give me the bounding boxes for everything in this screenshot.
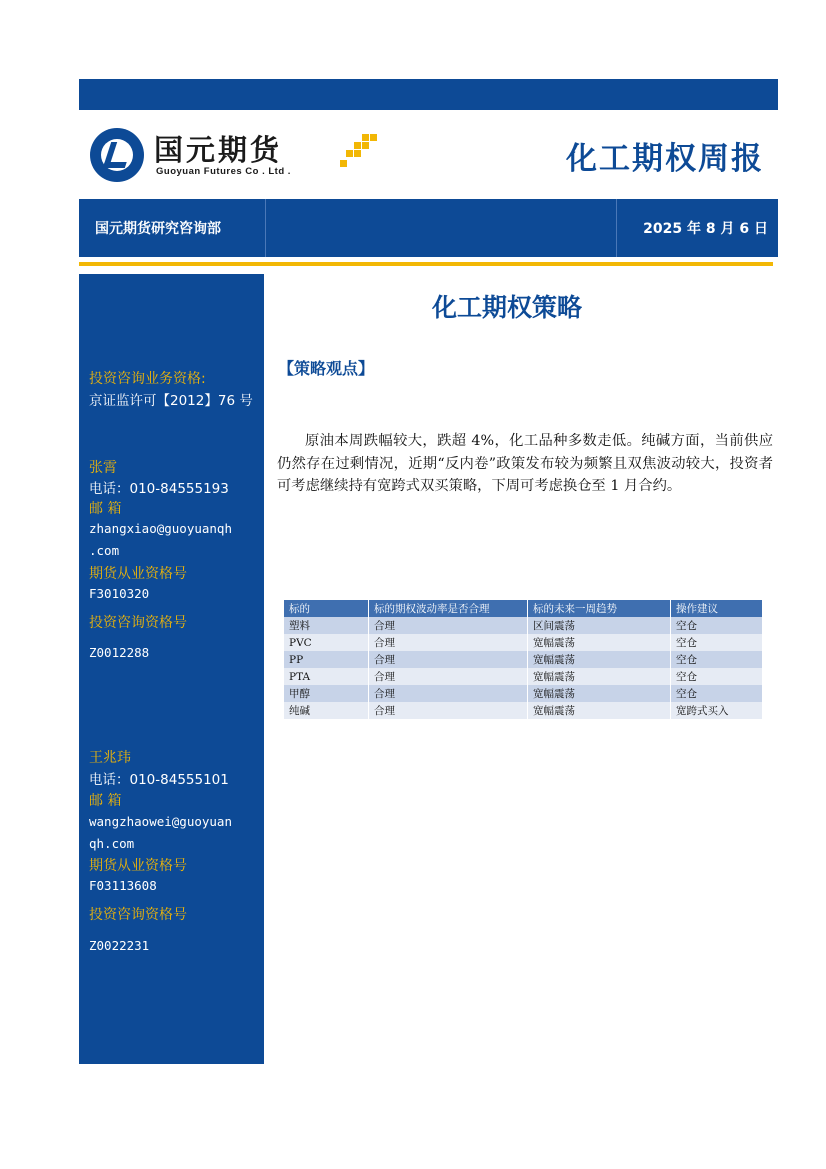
analyst-phone: 电话：010-84555193 (89, 481, 229, 497)
table-row (284, 668, 763, 685)
table-row (284, 702, 763, 719)
analyst-email: wangzhaowei@guoyuan (89, 814, 232, 829)
qualification-value: 京证监许可【2012】76 号 (89, 393, 253, 409)
gold-divider (79, 262, 773, 266)
futures-license-number: F3010320 (89, 586, 150, 601)
consult-license-number: Z0022231 (89, 938, 150, 953)
futures-license-label: 期货从业资格号 (89, 566, 187, 582)
options-strategy-table (284, 600, 763, 719)
analyst-email-cont: qh.com (89, 836, 135, 851)
table-row (284, 685, 763, 702)
table-cell: 空仓 (671, 617, 763, 634)
analyst-email-cont: .com (89, 543, 120, 558)
table-cell: 合理 (369, 634, 528, 651)
info-bar (79, 199, 778, 257)
logo-chinese-name: 国元期货 (154, 133, 283, 167)
table-row (284, 651, 763, 668)
strategy-subtitle: 【策略观点】 (278, 359, 375, 378)
table-cell: 宽幅震荡 (528, 651, 671, 668)
consult-license-label: 投资咨询资格号 (89, 907, 187, 923)
table-cell: 塑料 (284, 617, 369, 634)
futures-license-label: 期货从业资格号 (89, 858, 187, 874)
logo-emblem-icon (90, 128, 144, 182)
logo-english-name: Guoyuan Futures Co . Ltd . (156, 166, 291, 177)
divider (616, 199, 617, 257)
top-banner (79, 79, 778, 110)
table-cell: 合理 (369, 702, 528, 719)
report-title: 化工期权周报 (566, 141, 764, 177)
futures-license-number: F03113608 (89, 878, 157, 893)
divider (265, 199, 266, 257)
table-cell: 纯碱 (284, 702, 369, 719)
email-label: 邮 箱 (89, 793, 122, 809)
column-header: 标的 (284, 600, 369, 617)
table-cell: 宽幅震荡 (528, 668, 671, 685)
table-cell: PP (284, 651, 369, 668)
qualification-label: 投资咨询业务资格: (89, 371, 206, 387)
table-cell: 区间震荡 (528, 617, 671, 634)
table-cell: PTA (284, 668, 369, 685)
column-header: 操作建议 (671, 600, 763, 617)
table-cell: 合理 (369, 685, 528, 702)
table-cell: 合理 (369, 668, 528, 685)
sidebar (79, 274, 264, 1064)
report-date: 2025 年 8 月 6 日 (643, 221, 768, 237)
company-logo (90, 126, 390, 186)
table-header-row (284, 600, 763, 617)
column-header: 标的期权波动率是否合理 (369, 600, 528, 617)
consult-license-label: 投资咨询资格号 (89, 615, 187, 631)
analyst-name: 张霄 (89, 460, 117, 476)
table-cell: 空仓 (671, 668, 763, 685)
table-cell: 合理 (369, 651, 528, 668)
table-cell: 宽幅震荡 (528, 685, 671, 702)
table-row (284, 617, 763, 634)
logo-dots-icon (340, 134, 380, 174)
table-cell: 宽幅震荡 (528, 702, 671, 719)
table-cell: 空仓 (671, 651, 763, 668)
strategy-paragraph: 原油本周跌幅较大，跌超 4%，化工品种多数走低。纯碱方面，当前供应仍然存在过剩情况，近期“反内卷”政策发布较为频繁且双焦波动较大，投资者可考虑继续持有宽跨式双买策略，下周可考虑换仓至 1 月合约。 (277, 433, 773, 494)
column-header: 标的未来一周趋势 (528, 600, 671, 617)
table-cell: 空仓 (671, 685, 763, 702)
table-cell: PVC (284, 634, 369, 651)
analyst-phone: 电话：010-84555101 (89, 772, 229, 788)
table-cell: 宽幅震荡 (528, 634, 671, 651)
section-title: 化工期权策略 (432, 293, 583, 322)
table-cell: 甲醇 (284, 685, 369, 702)
table-cell: 空仓 (671, 634, 763, 651)
department-name: 国元期货研究咨询部 (95, 221, 221, 237)
analyst-name: 王兆玮 (89, 750, 131, 766)
email-label: 邮 箱 (89, 501, 122, 517)
table-row (284, 634, 763, 651)
consult-license-number: Z0012288 (89, 645, 150, 660)
table-cell: 合理 (369, 617, 528, 634)
analyst-email: zhangxiao@guoyuanqh (89, 521, 232, 536)
table-cell: 宽跨式买入 (671, 702, 763, 719)
